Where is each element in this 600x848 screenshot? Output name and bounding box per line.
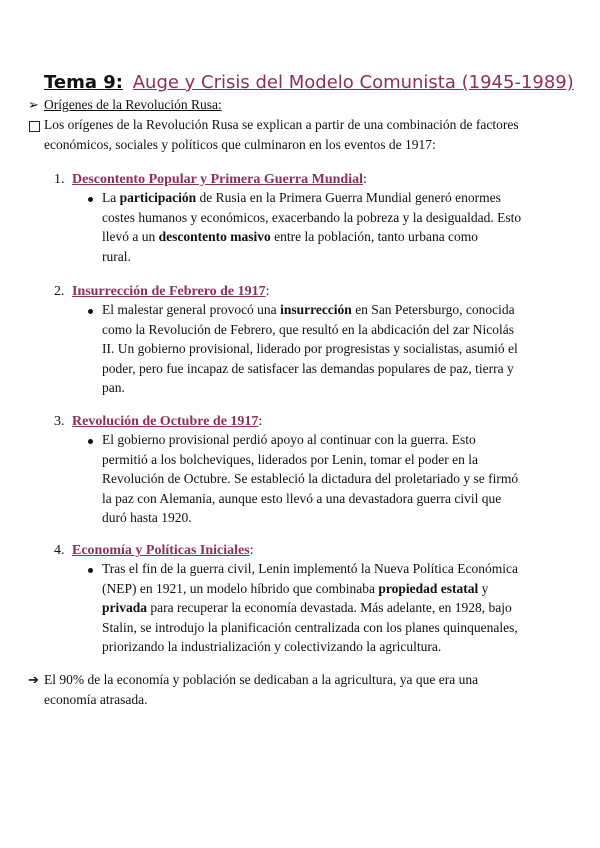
subheading: Orígenes de la Revolución Rusa: — [44, 97, 222, 112]
text-run: El malestar general provocó una — [102, 302, 281, 317]
section-heading — [54, 170, 367, 190]
text-run: permitió a los bolcheviques, liderados por Lenin, tomar el poder en la — [102, 451, 479, 467]
text-run: en San Petersburgo, conocida — [351, 302, 515, 317]
text-run: Revolución de Octubre. Se estableció la dictadura del proletariado y se firmó — [102, 471, 519, 486]
bold-text: descontento masivo — [158, 229, 271, 244]
paragraph-line — [102, 579, 518, 599]
section-number: 3. — [54, 414, 65, 429]
section-heading — [54, 412, 262, 432]
paragraph-line — [102, 489, 518, 509]
note-line: economía atrasada. — [44, 691, 148, 707]
paragraph-line — [102, 508, 518, 528]
text-run: para recuperar la economía devastada. Más adelante, en 1928, bajo — [147, 600, 512, 615]
section-suffix: : — [363, 172, 367, 187]
section-heading — [54, 282, 270, 302]
section-heading — [54, 541, 254, 561]
page-title — [44, 72, 574, 93]
paragraph-line — [102, 378, 518, 398]
paragraph-line — [102, 320, 518, 340]
section-number: 2. — [54, 284, 65, 299]
arrowhead-bullet-icon: ➢ — [28, 97, 39, 112]
paragraph-line — [102, 637, 518, 657]
checkbox-bullet-icon — [29, 121, 40, 132]
paragraph-line — [102, 339, 518, 359]
text-run: La — [102, 190, 120, 205]
bullet-dot-icon — [88, 309, 93, 314]
text-run: duró hasta 1920. — [102, 510, 192, 525]
section-number: 1. — [54, 172, 65, 187]
paragraph-line — [102, 300, 518, 320]
bullet-dot-icon — [88, 568, 93, 573]
paragraph-line — [102, 618, 518, 638]
paragraph-line — [102, 469, 518, 489]
bold-text: propiedad estatal — [378, 580, 479, 596]
section-paragraph — [102, 430, 518, 528]
paragraph-line — [102, 208, 521, 228]
text-run: la paz con Alemania, aunque esto llevó a una devastadora guerra civil que — [102, 490, 502, 506]
text-run: llevó a un — [102, 229, 159, 244]
section-suffix: : — [249, 543, 254, 558]
paragraph-line — [102, 598, 518, 618]
arrow-bullet-icon: ➔ — [28, 672, 39, 687]
paragraph-line — [102, 450, 518, 470]
bullet-dot-icon — [88, 439, 93, 444]
paragraph-line — [102, 430, 518, 450]
text-run: pan. — [102, 380, 125, 395]
text-run: Tras el fin de la guerra civil, Lenin implementó la Nueva Política Económica — [102, 561, 519, 576]
text-run: rural. — [102, 248, 131, 264]
section-title: Insurrección de Febrero de 1917 — [72, 284, 266, 299]
note-line: El 90% de la economía y población se dedicaban a la agricultura, ya que era una — [44, 672, 479, 687]
text-run: como la Revolución de Febrero, que resultó en la abdicación del zar Nicolás — [102, 321, 514, 337]
bold-text: participación — [119, 190, 197, 205]
intro-line: Los orígenes de la Revolución Rusa se explican a partir de una combinación de factores — [44, 117, 519, 132]
text-run: Stalin, se introdujo la planificación centralizada con los planes quinquenales, — [102, 619, 518, 635]
paragraph-line — [102, 227, 521, 247]
section-title: Economía y Políticas Iniciales — [72, 543, 250, 558]
bold-text: privada — [102, 600, 148, 615]
section-number: 4. — [54, 543, 65, 558]
text-run: El gobierno provisional perdió apoyo al continuar con la guerra. Esto — [102, 432, 476, 447]
text-run: de Rusia en la Primera Guerra Mundial generó enormes — [196, 190, 501, 205]
section-paragraph — [102, 188, 521, 266]
title-text: Auge y Crisis del Modelo Comunista (1945-1989) — [132, 72, 574, 93]
intro-line: económicos, sociales y políticos que culminaron en los eventos de 1917: — [44, 136, 436, 152]
bullet-dot-icon — [88, 197, 93, 202]
bold-text: insurrección — [280, 302, 352, 317]
section-suffix: : — [258, 414, 263, 429]
section-title: Revolución de Octubre de 1917 — [72, 414, 259, 429]
paragraph-line — [102, 559, 518, 579]
intro-paragraph — [44, 115, 519, 154]
text-run: y — [478, 580, 489, 596]
note-paragraph — [44, 670, 478, 709]
title-label: Tema 9: — [44, 72, 123, 93]
section-paragraph — [102, 300, 518, 398]
text-run: priorizando la industrialización y colectivizando la agricultura. — [102, 639, 442, 654]
text-run: poder, pero fue incapaz de satisfacer las demandas populares de paz, tierra y — [102, 360, 514, 376]
text-run: II. Un gobierno provisional, liderado por progresistas y socialistas, asumió el — [102, 341, 518, 356]
section-title: Descontento Popular y Primera Guerra Mundial — [72, 172, 363, 187]
section-suffix: : — [265, 284, 270, 299]
paragraph-line — [102, 359, 518, 379]
paragraph-line — [102, 247, 521, 267]
text-run: costes humanos y económicos, exacerbando la pobreza y la desigualdad. Esto — [102, 209, 522, 225]
text-run: (NEP) en 1921, un modelo híbrido que combinaba — [102, 580, 379, 596]
paragraph-line — [102, 188, 521, 208]
text-run: entre la población, tanto urbana como — [270, 229, 479, 244]
section-paragraph — [102, 559, 518, 657]
